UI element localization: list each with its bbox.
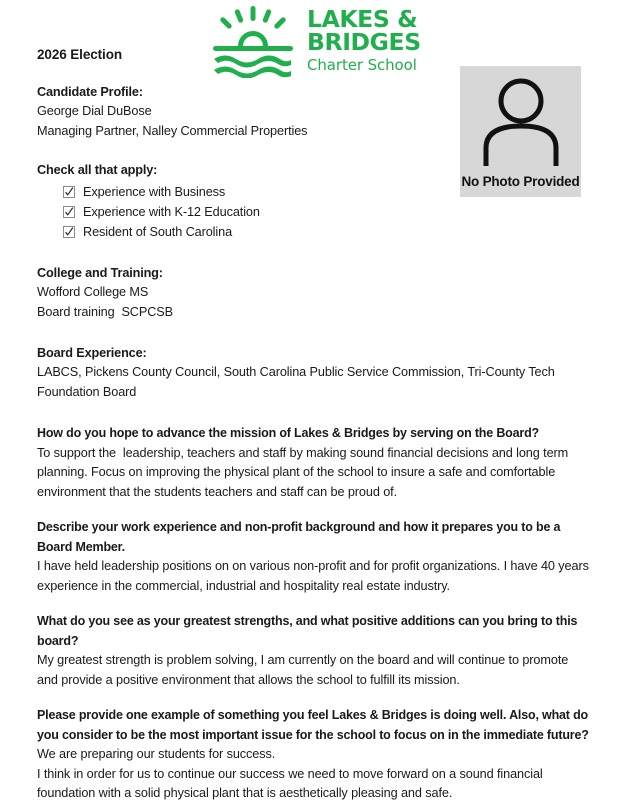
answer-2-text: I have held leadership positions on on various non-profit and for profit organizations. I have 40 years experience in the commercial, industrial and hospitality real estate industry. [37, 559, 593, 593]
photo-placeholder-caption: No Photo Provided [461, 174, 580, 189]
qualifications-checklist-section [37, 161, 589, 242]
checklist [37, 182, 589, 242]
answer-4-line-2: I think in order for us to continue our success we need to move forward on a sound financial foundation with a solid physical plant that is aesthetically pleasing and safe. [37, 766, 547, 800]
checklist-item-sc-resident[interactable] [63, 222, 589, 242]
wordmark-line-2: BRIDGES [307, 28, 421, 56]
checklist-item-label: Resident of South Carolina [83, 225, 233, 239]
question-block-2 [37, 518, 593, 596]
question-block-1 [37, 424, 589, 502]
checkbox-checked-icon[interactable] [63, 206, 75, 218]
question-2-text: Describe your work experience and non-profit background and how it prepares you to be a Board Member. [37, 520, 561, 554]
checklist-item-k12-education[interactable] [63, 202, 589, 222]
document-body [37, 46, 593, 804]
wordmark-subtitle: Charter School [307, 56, 417, 74]
college-line-1: Wofford College MS [37, 285, 149, 299]
question-3-text: What do you see as your greatest strengths, and what positive additions can you bring to this board? [37, 614, 578, 648]
answer-4-line-1: We are preparing our students for success. [37, 747, 276, 761]
board-experience-section [37, 344, 589, 402]
checklist-item-label: Experience with K-12 Education [83, 205, 260, 219]
checklist-item-business[interactable] [63, 182, 589, 202]
question-4-text: Please provide one example of something you feel Lakes & Bridges is doing well. Also, what do you consider to be the most important issue for the school to focus on in the immediate future? [37, 708, 589, 742]
page-title: 2026 Election [37, 47, 122, 62]
wordmark-line-1: LAKES & [307, 5, 418, 33]
candidate-profile-section [37, 83, 589, 141]
college-training-section [37, 264, 589, 322]
checklist-item-label: Experience with Business [83, 185, 226, 199]
college-line-2: Board training SCPCSB [37, 304, 174, 319]
checkbox-checked-icon[interactable] [63, 186, 75, 198]
checkbox-checked-icon[interactable] [63, 226, 75, 238]
candidate-role: Managing Partner, Nalley Commercial Properties [37, 123, 308, 138]
college-training-heading: College and Training: [37, 266, 163, 280]
question-block-4 [37, 706, 589, 804]
candidate-name: George Dial DuBose [37, 104, 152, 118]
answer-1-text: To support the leadership, teachers and staff by making sound financial decisions and long term planning. Focus on improving the physical plant of the school to insure a safe and comfortable environment that the students teachers and staff can be proud of. [37, 445, 572, 499]
question-block-3 [37, 612, 589, 690]
checklist-heading: Check all that apply: [37, 163, 158, 177]
answer-3-text: My greatest strength is problem solving, I am currently on the board and will continue to promote and provide a positive environment that allows the school to fulfill its mission. [37, 653, 572, 687]
board-experience-heading: Board Experience: [37, 346, 147, 360]
candidate-profile-heading: Candidate Profile: [37, 85, 143, 99]
question-1-text: How do you hope to advance the mission of Lakes & Bridges by serving on the Board? [37, 426, 539, 440]
board-experience-body: LABCS, Pickens County Council, South Carolina Public Service Commission, Tri-County Tech Foundation Board [37, 365, 559, 399]
